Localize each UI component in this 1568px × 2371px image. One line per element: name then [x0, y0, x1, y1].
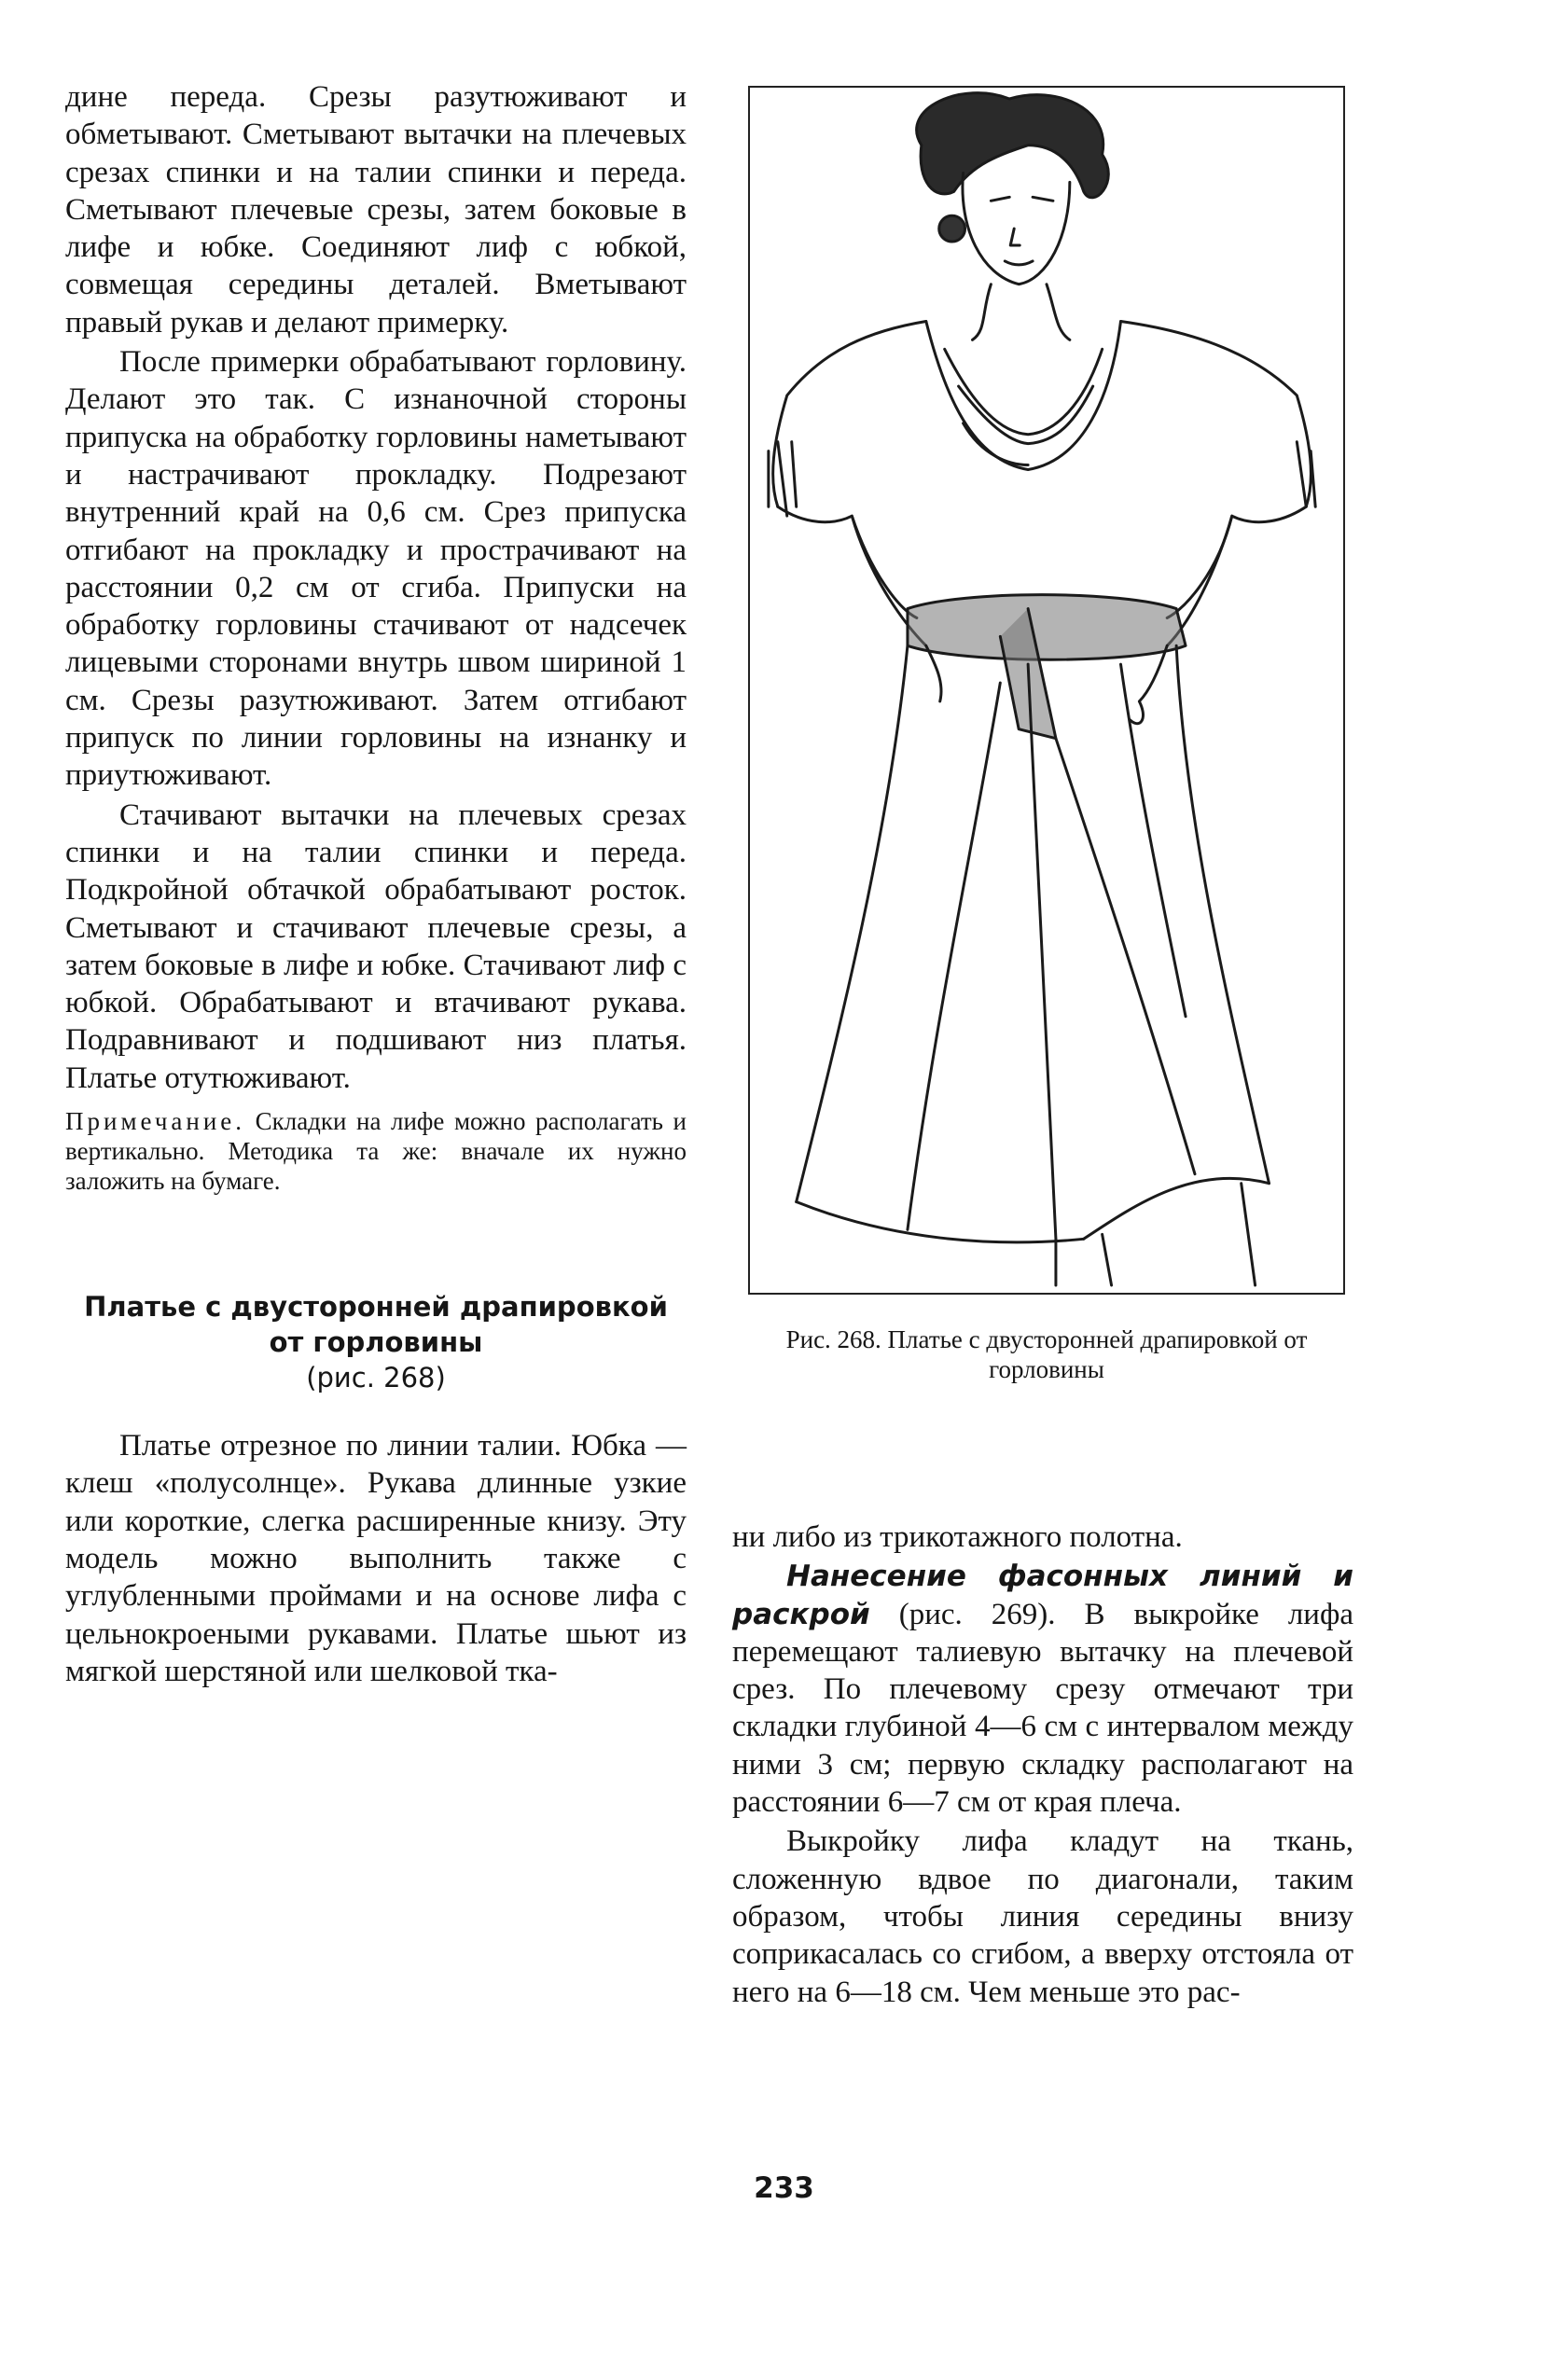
note-text: Складки на лифе можно располагать и вертикально. Методика та же: вначале их нужно заложить на бумаге.: [65, 1107, 687, 1196]
right-subheading: Нанесение фасонных линий и раскрой: [732, 1560, 1353, 1631]
section-paragraph: Платье отрезное по линии талии. Юбка — клеш «полусолнце». Рукава длинные узкие или короткие, слегка расширенные книзу. Эту модель можно выполнить также с углубленными проймами и на основе лифа с цельнокроеными рукавами. Платье шьют из мягкой шерстяной или шелковой тка-: [65, 1429, 687, 1688]
right-paragraph: Выкройку лифа кладут на ткань, сложенную вдвое по диагонали, таким образом, чтобы линия середины внизу соприкасалась со сгибом, а вверху отстояла от него на 6—18 см. Чем меньше это рас-: [732, 1824, 1353, 2009]
dress-illustration-figure: [748, 86, 1345, 1295]
right-column: [732, 1518, 1353, 2011]
dress-illustration-icon: [750, 88, 1343, 1293]
paragraph-3: Стачивают вытачки на плечевых срезах спинки и на талии спинки и переда. Подкройной обтачкой обрабатывают росток. Сметывают и стачивают плечевые срезы, а затем боковые в лифе и юбке. Стачивают лиф с юбкой. Обрабатывают и втачивают рукава. Подравнивают и подшивают низ платья. Платье отутюживают.: [65, 797, 687, 1095]
left-column: [65, 78, 687, 1690]
section-ref: (рис. 268): [306, 1362, 446, 1394]
right-continuation: ни либо из трикотажного полотна.: [732, 1520, 1183, 1554]
note-label: Примечание.: [65, 1107, 246, 1136]
right-subheading-text: (рис. 269). В выкройке лифа перемещают талиевую вытачку на плечевой срез. По плечевому срезу отмечают три складки глубиной 4—6 см с интервалом между ними 3 см; первую складку располагают на расстоянии 6—7 см от края плеча.: [732, 1597, 1353, 1820]
section-title: Платье с двусторонней драпировкой от горловины: [84, 1291, 668, 1359]
page-number: 233: [754, 2171, 814, 2205]
figure-caption: Рис. 268. Платье с двусторонней драпировкой от горловины: [785, 1325, 1308, 1383]
note: [65, 1106, 687, 1196]
section-heading: [65, 1289, 687, 1395]
right-subheading-paragraph: [732, 1558, 1353, 1821]
paragraph-1: дине переда. Срезы разутюживают и обметывают. Сметывают вытачки на плечевых срезах спинки и на талии спинки и переда. Сметывают плечевые срезы, затем боковые в лифе и юбке. Соединяют лиф с юбкой, совмещая середины деталей. Вметывают правый рукав и делают примерку.: [65, 80, 687, 340]
paragraph-2: После примерки обрабатывают горловину. Делают это так. С изнаночной стороны припуска на обработку горловины наметывают и настрачивают прокладку. Подрезают внутренний край на 0,6 см. Срез припуска отгибают на прокладку и прострачивают на расстоянии 0,2 см от сгиба. Припуски на обработку горловины стачивают от надсечек лицевыми сторонами внутрь швом шириной 1 см. Срезы разутюживают. Затем отгибают припуск по линии горловины на изнанку и приутюживают.: [65, 345, 687, 793]
